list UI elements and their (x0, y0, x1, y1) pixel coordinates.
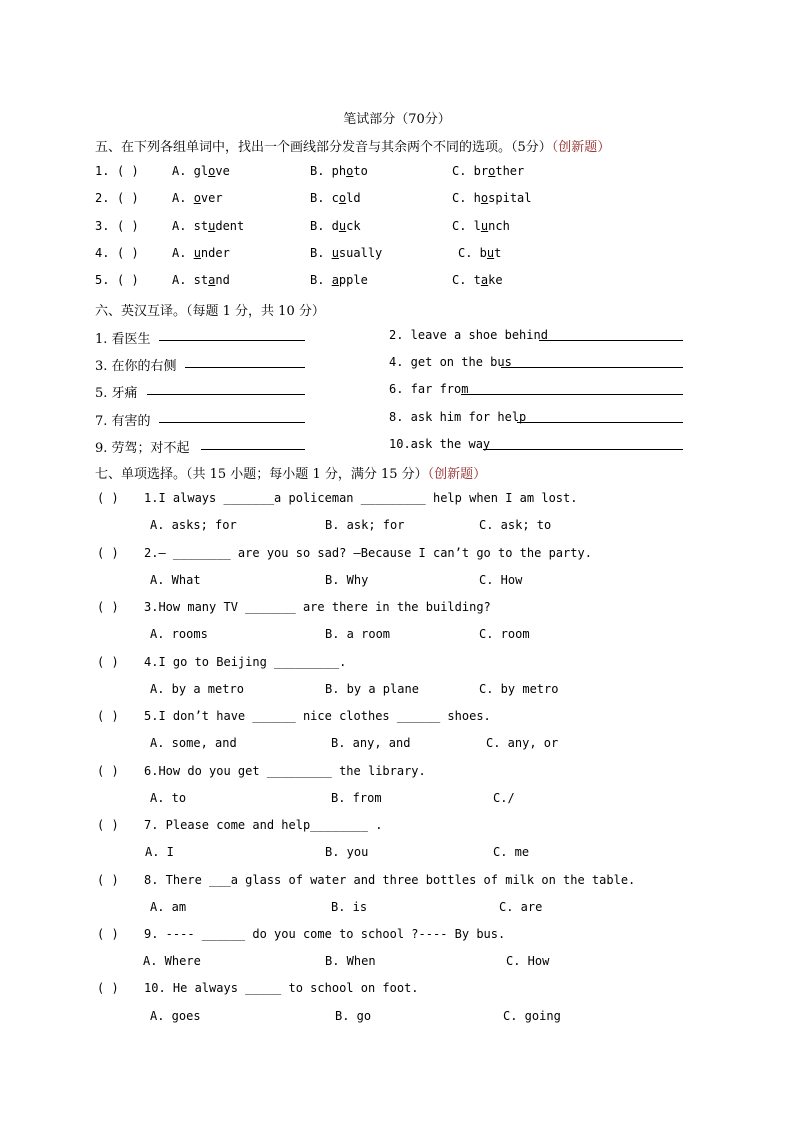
underlined-letter: o (346, 164, 354, 178)
option-b[interactable]: B. you (325, 845, 369, 859)
option-suffix: ver (200, 191, 223, 205)
option-suffix: ld (346, 191, 361, 205)
option-a[interactable]: A. goes (150, 1009, 201, 1023)
mcq-question (95, 600, 715, 618)
question-number: 1. (95, 164, 110, 178)
option-a[interactable] (172, 164, 230, 178)
underlined-letter: a (480, 273, 489, 287)
phonics-row (95, 246, 715, 264)
option-b[interactable] (310, 164, 368, 178)
option-prefix: B. c (310, 191, 339, 205)
option-b[interactable]: B. any, and (331, 736, 411, 750)
translation-prompt-left: 5. 牙痛 (95, 386, 138, 401)
option-a[interactable]: A. asks; for (150, 518, 237, 532)
question-text: 10. He always _____ to school on foot. (144, 981, 419, 995)
option-c[interactable]: C. by metro (479, 682, 559, 696)
translation-row (95, 328, 695, 346)
option-prefix: B. ph (310, 164, 347, 178)
answer-paren[interactable]: ( ) (97, 709, 119, 723)
option-prefix: A. st (172, 219, 209, 233)
option-a[interactable]: A. What (150, 573, 201, 587)
underlined-letter: a (208, 273, 216, 287)
answer-line-left[interactable] (185, 355, 305, 368)
question-text: 1.I always _______a policeman _________ help when I am lost. (144, 491, 578, 505)
answer-paren[interactable]: ( ) (97, 655, 119, 669)
underlined-letter: u (480, 219, 489, 233)
option-b[interactable]: B. by a plane (325, 682, 419, 696)
section5-tag: （创新题） (551, 140, 611, 155)
question-text: 6.How do you get _________ the library. (144, 764, 426, 778)
answer-paren[interactable]: ( ) (117, 273, 139, 287)
option-suffix: ther (495, 164, 525, 178)
question-text: 7. Please come and help________ . (144, 818, 383, 832)
section7-tag: （创新题） (427, 467, 487, 482)
page-title: 笔试部分（70分） (343, 112, 451, 127)
option-c[interactable]: C. me (493, 845, 530, 859)
question-number: 3. (95, 219, 110, 233)
option-prefix: B. (310, 273, 332, 287)
option-a[interactable]: A. Where (143, 954, 201, 968)
translation-prompt-left: 9. 劳驾；对不起 (95, 441, 190, 456)
question-text: 9. ---- ______ do you come to school ?---- By bus. (144, 927, 506, 941)
underlined-letter: u (193, 246, 201, 260)
option-c[interactable] (452, 273, 503, 287)
translation-prompt-right: 10.ask the way (389, 437, 491, 451)
answer-line-right[interactable] (539, 328, 683, 341)
answer-line-right[interactable] (483, 437, 683, 450)
phonics-row (95, 219, 715, 237)
underlined-letter: u (208, 219, 216, 233)
question-text: 2.— ________ are you so sad? —Because I can’t go to the party. (144, 546, 592, 560)
option-prefix: C. h (452, 191, 481, 205)
option-a[interactable] (172, 246, 230, 260)
mcq-question (95, 546, 715, 564)
option-a[interactable] (172, 273, 230, 287)
answer-paren[interactable]: ( ) (97, 873, 119, 887)
translation-prompt-right: 4. get on the bus (389, 355, 512, 369)
phonics-row (95, 164, 715, 182)
underlined-letter: o (488, 164, 496, 178)
phonics-row (95, 191, 715, 209)
option-suffix: to (353, 164, 368, 178)
option-b[interactable]: B. When (325, 954, 376, 968)
answer-line-left[interactable] (147, 382, 305, 395)
option-b[interactable] (310, 246, 382, 260)
answer-paren[interactable]: ( ) (97, 546, 119, 560)
option-b[interactable] (310, 273, 368, 287)
mcq-question (95, 709, 715, 727)
option-prefix: C. l (452, 219, 481, 233)
translation-prompt-left: 1. 看医生 (95, 332, 151, 347)
option-prefix: A. st (172, 273, 209, 287)
underlined-letter: o (208, 164, 216, 178)
answer-line-right[interactable] (461, 382, 683, 395)
option-b[interactable]: B. ask; for (325, 518, 405, 532)
option-a[interactable]: A. to (150, 791, 187, 805)
option-c[interactable]: C. going (503, 1009, 561, 1023)
underlined-letter: o (338, 191, 347, 205)
option-prefix: C. t (452, 273, 481, 287)
option-a[interactable]: A. am (150, 900, 187, 914)
option-b[interactable]: B. go (335, 1009, 372, 1023)
translation-prompt-left: 3. 在你的右侧 (95, 359, 177, 374)
answer-line-right[interactable] (501, 355, 683, 368)
option-b[interactable]: B. is (331, 900, 368, 914)
question-text: 3.How many TV _______ are there in the building? (144, 600, 491, 614)
answer-paren[interactable]: ( ) (97, 491, 119, 505)
translation-prompt-right: 8. ask him for help (389, 410, 527, 424)
answer-paren[interactable]: ( ) (97, 818, 119, 832)
answer-paren[interactable]: ( ) (117, 219, 139, 233)
option-c[interactable] (452, 164, 524, 178)
section7-heading (95, 463, 486, 482)
option-prefix: B. (310, 246, 332, 260)
mcq-question (95, 491, 715, 509)
translation-row (95, 437, 695, 455)
option-c[interactable]: C. How (479, 573, 523, 587)
question-text: 5.I don’t have ______ nice clothes ______ shoes. (144, 709, 491, 723)
option-suffix: sually (338, 246, 383, 260)
underlined-letter: u (338, 219, 347, 233)
option-b[interactable]: B. a room (325, 627, 391, 641)
option-prefix: C. b (458, 246, 487, 260)
mcq-question (95, 818, 715, 836)
answer-paren[interactable]: ( ) (97, 981, 119, 995)
option-c[interactable] (452, 191, 532, 205)
option-suffix: ck (346, 219, 361, 233)
option-prefix: B. d (310, 219, 339, 233)
mcq-question (95, 927, 715, 945)
phonics-row (95, 273, 715, 291)
option-c[interactable]: C. How (506, 954, 550, 968)
option-c[interactable]: C. ask; to (479, 518, 552, 532)
section6-heading: 六、英汉互译。（每题 1 分，共 10 分） (95, 304, 325, 319)
answer-line-left[interactable] (201, 437, 305, 450)
mcq-question (95, 764, 715, 782)
option-suffix: ke (488, 273, 503, 287)
answer-line-left[interactable] (159, 328, 305, 341)
translation-row (95, 355, 695, 373)
translation-prompt-right: 2. leave a shoe behind (389, 328, 548, 342)
section7-heading-text: 七、单项选择。（共 15 小题；每小题 1 分，满分 15 分） (95, 467, 428, 482)
answer-paren[interactable]: ( ) (117, 246, 139, 260)
option-prefix: A. (172, 191, 194, 205)
question-text: 8. There ___a glass of water and three bottles of milk on the table. (144, 873, 636, 887)
answer-paren[interactable]: ( ) (97, 764, 119, 778)
question-number: 4. (95, 246, 110, 260)
option-prefix: A. gl (172, 164, 209, 178)
option-b[interactable]: B. Why (325, 573, 369, 587)
option-c[interactable] (458, 246, 501, 260)
option-c[interactable]: C./ (493, 791, 515, 805)
underlined-letter: o (480, 191, 489, 205)
option-suffix: t (494, 246, 502, 260)
option-c[interactable]: C. room (479, 627, 530, 641)
mcq-question (95, 981, 715, 999)
option-a[interactable] (172, 191, 223, 205)
translation-row (95, 382, 695, 400)
option-suffix: nch (488, 219, 510, 233)
option-c[interactable] (452, 219, 510, 233)
option-suffix: nd (215, 273, 230, 287)
mcq-question (95, 873, 715, 891)
question-number: 5. (95, 273, 110, 287)
section5-heading (95, 136, 610, 155)
option-b[interactable] (310, 219, 361, 233)
mcq-question (95, 655, 715, 673)
option-suffix: nder (200, 246, 230, 260)
option-a[interactable]: A. by a metro (150, 682, 244, 696)
option-b[interactable] (310, 191, 361, 205)
option-c[interactable]: C. are (499, 900, 543, 914)
answer-paren[interactable]: ( ) (97, 600, 119, 614)
underlined-letter: o (193, 191, 201, 205)
answer-line-right[interactable] (517, 410, 683, 423)
option-c[interactable]: C. any, or (486, 736, 559, 750)
translation-prompt-right: 6. far from (389, 382, 469, 396)
option-suffix: ve (215, 164, 230, 178)
translation-prompt-left: 7. 有害的 (95, 414, 151, 429)
option-a[interactable]: A. I (145, 845, 174, 859)
underlined-letter: a (331, 273, 339, 287)
answer-paren[interactable]: ( ) (97, 927, 119, 941)
translation-row (95, 410, 695, 428)
underlined-letter: u (331, 246, 339, 260)
answer-line-left[interactable] (159, 410, 305, 423)
option-a[interactable]: A. some, and (150, 736, 237, 750)
question-number: 2. (95, 191, 110, 205)
option-a[interactable]: A. rooms (150, 627, 208, 641)
answer-paren[interactable]: ( ) (117, 191, 139, 205)
option-prefix: C. br (452, 164, 489, 178)
option-suffix: spital (488, 191, 532, 205)
option-suffix: dent (215, 219, 245, 233)
option-suffix: pple (338, 273, 368, 287)
question-text: 4.I go to Beijing _________. (144, 655, 347, 669)
underlined-letter: u (486, 246, 495, 260)
option-b[interactable]: B. from (331, 791, 382, 805)
option-prefix: A. (172, 246, 194, 260)
answer-paren[interactable]: ( ) (117, 164, 139, 178)
section5-heading-text: 五、在下列各组单词中，找出一个画线部分发音与其余两个不同的选项。（5分） (95, 140, 552, 155)
option-a[interactable] (172, 219, 244, 233)
